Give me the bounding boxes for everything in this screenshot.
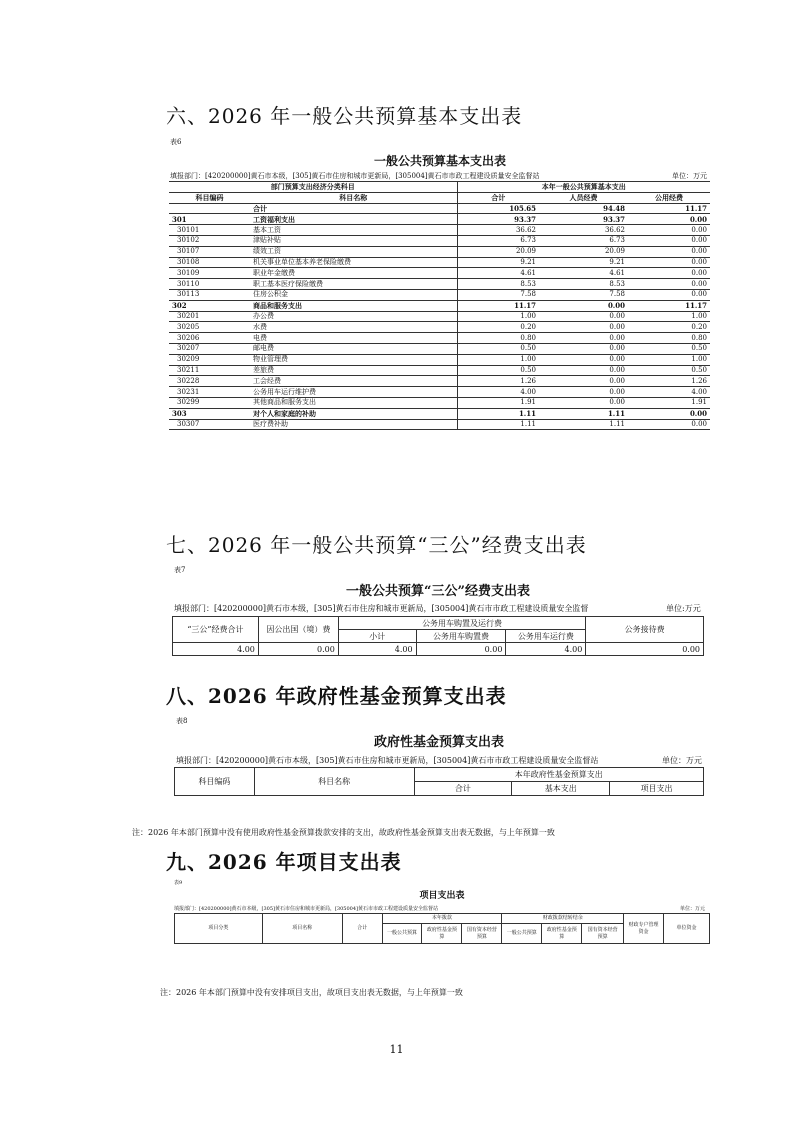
row-personnel: 94.48 [539,203,628,214]
row-name: 住房公积金 [250,289,457,300]
header-reception: 公务接待费 [586,617,704,643]
value-reception: 0.00 [586,643,704,656]
row-public: 11.17 [628,300,710,311]
row-total: 7.58 [457,289,539,300]
header-three-public-total: “三公”经费合计 [173,617,259,643]
section7-heading: 七、2026 年一般公共预算“三公”经费支出表 [166,533,587,557]
table-row [169,246,710,257]
row-code: 30205 [169,322,250,333]
header-general-budget-2: 一般公共预算 [502,924,542,944]
government-fund-table [174,767,704,796]
row-name: 差旅费 [250,365,457,376]
row-total: 36.62 [457,225,539,236]
row-code: 30201 [169,311,250,322]
row-name: 基本工资 [250,225,457,236]
row-name: 医疗费补助 [250,419,457,430]
value-vehicle-operation: 4.00 [506,643,586,656]
row-name: 邮电费 [250,343,457,354]
header-vehicle-group: 公务用车购置及运行费 [338,617,585,630]
header-fund-total: 合计 [414,782,512,796]
row-name: 办公费 [250,311,457,322]
table-row [169,419,710,430]
row-public: 0.00 [628,257,710,268]
header-group-economic: 部门预算支出经济分类科目 [169,182,457,193]
section8-heading: 八、2026 年政府性基金预算支出表 [166,684,507,708]
row-public: 0.00 [628,246,710,257]
row-name: 职业年金缴费 [250,268,457,279]
header-subtotal: 小计 [338,630,416,643]
header-vehicle-operation: 公务用车运行费 [506,630,586,643]
row-personnel: 36.62 [539,225,628,236]
row-total: 1.00 [457,311,539,322]
table-row [169,387,710,398]
row-public: 0.00 [628,268,710,279]
row-name: 物业管理费 [250,354,457,365]
row-code: 30110 [169,279,250,290]
row-total: 0.50 [457,343,539,354]
basic-expenditure-table [169,181,710,430]
row-code: 302 [169,300,250,311]
row-total: 1.26 [457,376,539,387]
row-public: 1.00 [628,311,710,322]
header-personnel: 人员经费 [539,192,628,203]
row-personnel: 1.11 [539,419,628,430]
row-code: 301 [169,214,250,225]
row-name: 绩效工资 [250,246,457,257]
row-public: 0.00 [628,279,710,290]
row-code: 30108 [169,257,250,268]
row-name: 机关事业单位基本养老保险缴费 [250,257,457,268]
row-name: 合计 [250,203,457,214]
section7-title: 一般公共预算“三公”经费支出表 [346,584,530,599]
header-fund-basic: 基本支出 [512,782,610,796]
row-name: 其他商品和服务支出 [250,397,457,408]
basic-expenditure-body [169,203,710,430]
value-abroad: 0.00 [258,643,338,656]
section8-note: 注：2026 年本部门预算中没有使用政府性基金预算拨款安排的支出，故政府性基金预算支出表无数据，与上年预算一致 [132,828,555,837]
header-fund-code: 科目编码 [175,768,255,796]
header-capital-budget: 国有资本经营预算 [462,924,502,944]
section9-table-no: 表9 [174,880,183,886]
row-personnel: 7.58 [539,289,628,300]
row-public: 0.00 [628,225,710,236]
row-total: 105.65 [457,203,539,214]
row-name: 工资福利支出 [250,214,457,225]
row-code: 30228 [169,376,250,387]
row-public: 1.00 [628,354,710,365]
header-total: 合计 [457,192,539,203]
row-personnel: 0.00 [539,322,628,333]
row-public: 0.00 [628,214,710,225]
section8-title: 政府性基金预算支出表 [373,735,504,750]
header-public: 公用经费 [628,192,710,203]
row-personnel: 0.00 [539,365,628,376]
row-total: 1.00 [457,354,539,365]
row-total: 1.11 [457,419,539,430]
row-public: 11.17 [628,203,710,214]
header-project-category: 项目分类 [175,914,263,944]
row-code: 30107 [169,246,250,257]
row-total: 0.80 [457,333,539,344]
section6-unit: 单位：万元 [672,172,707,180]
row-personnel: 0.00 [539,333,628,344]
row-code: 30207 [169,343,250,354]
row-total: 20.09 [457,246,539,257]
section9-heading: 九、2026 年项目支出表 [166,850,402,874]
table-row [169,279,710,290]
row-public: 0.00 [628,419,710,430]
table-row [169,235,710,246]
table-row [169,214,710,225]
table-row [169,322,710,333]
header-general-budget: 一般公共预算 [382,924,422,944]
row-personnel: 20.09 [539,246,628,257]
section6-heading: 六、2026 年一般公共预算基本支出表 [166,104,523,128]
section6-table-no: 表6 [170,138,182,146]
header-fund-name: 科目名称 [254,768,414,796]
row-personnel: 0.00 [539,376,628,387]
row-public: 0.20 [628,322,710,333]
row-public: 0.00 [628,289,710,300]
table-row [169,203,710,214]
row-personnel: 0.00 [539,343,628,354]
value-three-public-total: 4.00 [173,643,259,656]
row-public: 1.26 [628,376,710,387]
section8-unit: 单位：万元 [662,756,702,765]
table-row [169,343,710,354]
table-row [169,300,710,311]
row-total: 8.53 [457,279,539,290]
header-project-name: 项目名称 [262,914,342,944]
header-project-total: 合计 [342,914,382,944]
header-abroad: 因公出国（境）费 [258,617,338,643]
row-public: 0.80 [628,333,710,344]
row-personnel: 0.00 [539,300,628,311]
row-total: 6.73 [457,235,539,246]
section9-title: 项目支出表 [419,891,465,901]
table-row [169,333,710,344]
row-name: 职工基本医疗保险缴费 [250,279,457,290]
section7-unit-label: 填报部门：[420200000]黄石市本级，[305]黄石市住房和城市更新局，[305004]黄石市市政工程建设质量安全监督 [174,604,589,613]
table-row [169,376,710,387]
row-code: 30211 [169,365,250,376]
section8-table-no: 表8 [176,717,188,725]
row-total: 4.61 [457,268,539,279]
section6-title: 一般公共预算基本支出表 [373,154,506,168]
header-fund-budget-2: 政府性基金预算 [542,924,582,944]
row-personnel: 0.00 [539,354,628,365]
row-public: 0.00 [628,408,710,419]
row-name: 工会经费 [250,376,457,387]
section7-unit: 单位:万元 [666,604,701,613]
header-fund-budget: 政府性基金预算 [422,924,462,944]
project-expenditure-table [174,913,710,944]
section6-unit-label: 填报部门：[420200000]黄石市本级，[305]黄石市住房和城市更新局，[305004]黄石市市政工程建设质量安全监督站 [170,172,540,180]
header-fund-group: 本年政府性基金预算支出 [414,768,703,782]
row-code: 30101 [169,225,250,236]
row-personnel: 0.00 [539,387,628,398]
table-row [169,397,710,408]
table-row [169,289,710,300]
table-row [169,268,710,279]
row-name: 商品和服务支出 [250,300,457,311]
row-name: 津贴补贴 [250,235,457,246]
row-total: 9.21 [457,257,539,268]
row-total: 93.37 [457,214,539,225]
header-capital-budget-2: 国有资本经营预算 [582,924,624,944]
row-public: 4.00 [628,387,710,398]
header-group-basic: 本年一般公共预算基本支出 [457,182,710,193]
value-vehicle-purchase: 0.00 [416,643,506,656]
header-fund-project: 项目支出 [610,782,704,796]
row-public: 0.50 [628,343,710,354]
table-row [169,354,710,365]
row-public: 0.50 [628,365,710,376]
row-total: 1.11 [457,408,539,419]
row-total: 4.00 [457,387,539,398]
row-code: 30307 [169,419,250,430]
table-row [169,408,710,419]
row-code: 303 [169,408,250,419]
row-personnel: 9.21 [539,257,628,268]
value-subtotal: 4.00 [338,643,416,656]
table-row [169,257,710,268]
three-public-table [172,616,704,656]
row-personnel: 1.11 [539,408,628,419]
table-row [169,225,710,236]
row-personnel: 0.00 [539,397,628,408]
section9-note: 注：2026 年本部门预算中没有安排项目支出，故项目支出表无数据，与上年预算一致 [160,988,463,997]
page-number: 11 [389,1043,404,1056]
row-code: 30209 [169,354,250,365]
row-public: 1.91 [628,397,710,408]
row-code: 30299 [169,397,250,408]
row-total: 11.17 [457,300,539,311]
row-code [169,203,250,214]
row-name: 公务用车运行维护费 [250,387,457,398]
section7-table-no: 表7 [174,566,186,574]
row-personnel: 6.73 [539,235,628,246]
row-personnel: 4.61 [539,268,628,279]
row-code: 30206 [169,333,250,344]
row-public: 0.00 [628,235,710,246]
row-code: 30231 [169,387,250,398]
header-code: 科目编码 [169,192,250,203]
row-personnel: 0.00 [539,311,628,322]
header-current-year-funds: 本年拨款 [382,914,502,924]
row-total: 0.20 [457,322,539,333]
row-name: 电费 [250,333,457,344]
header-name: 科目名称 [250,192,457,203]
row-personnel: 8.53 [539,279,628,290]
section9-unit-label: 填报部门：[420200000]黄石市本级，[305]黄石市住房和城市更新局，[305004]黄石市市政工程建设质量安全监督站 [174,906,438,912]
row-code: 30113 [169,289,250,300]
row-personnel: 93.37 [539,214,628,225]
row-total: 1.91 [457,397,539,408]
row-total: 0.50 [457,365,539,376]
row-code: 30109 [169,268,250,279]
table-row [169,365,710,376]
section9-unit: 单位：万元 [680,906,706,912]
header-special-account: 财政专户管理资金 [624,914,664,944]
row-code: 30102 [169,235,250,246]
section8-unit-label: 填报部门：[420200000]黄石市本级，[305]黄石市住房和城市更新局，[305004]黄石市市政工程建设质量安全监督站 [176,756,599,765]
header-carryover-funds: 财政拨款结转结余 [502,914,624,924]
row-name: 对个人和家庭的补助 [250,408,457,419]
row-name: 水费 [250,322,457,333]
table-row [169,311,710,322]
header-vehicle-purchase: 公务用车购置费 [416,630,506,643]
header-unit-funds: 单位资金 [664,914,710,944]
